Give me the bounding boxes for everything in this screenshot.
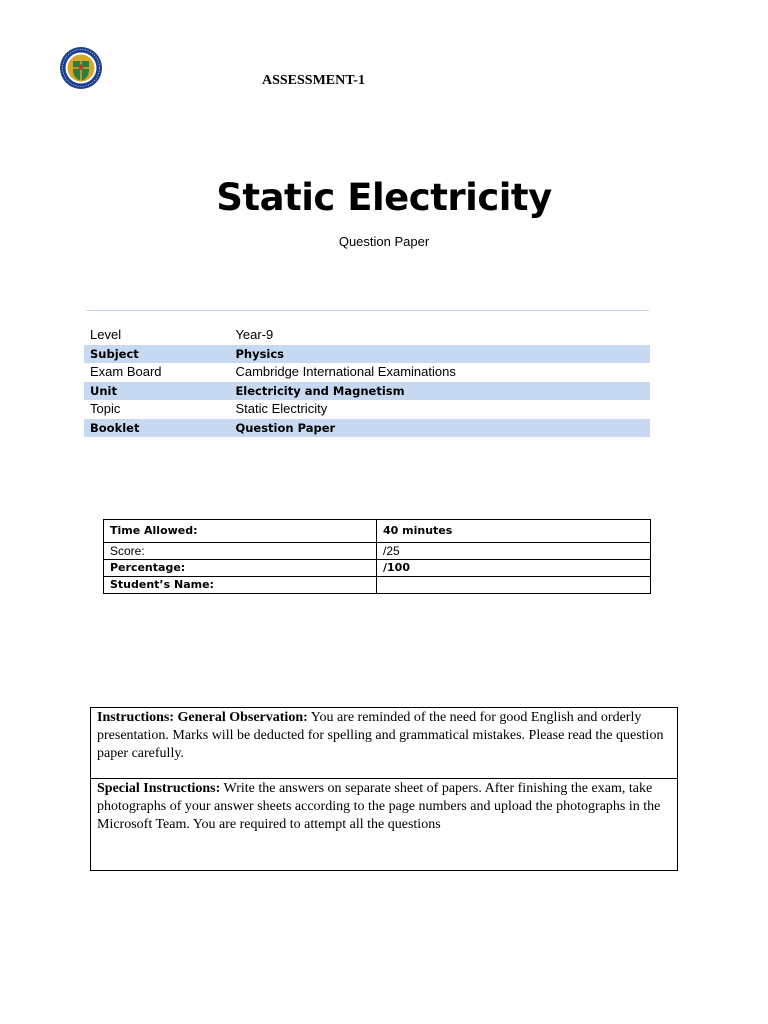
details-row-level bbox=[84, 326, 650, 345]
general-instructions-heading: Instructions: General Observation: bbox=[97, 710, 308, 725]
details-row-subject bbox=[84, 345, 650, 364]
score-row-student-name bbox=[104, 577, 651, 594]
details-value: Electricity and Magnetism bbox=[227, 382, 650, 401]
assessment-label: ASSESSMENT-1 bbox=[262, 73, 365, 88]
details-label: Exam Board bbox=[90, 364, 162, 379]
score-label: Time Allowed: bbox=[104, 520, 377, 543]
details-row-topic bbox=[84, 400, 650, 419]
student-name-field[interactable] bbox=[377, 577, 651, 594]
school-crest-icon bbox=[59, 46, 103, 90]
details-value: Cambridge International Examinations bbox=[235, 364, 456, 379]
details-row-unit bbox=[84, 382, 650, 401]
details-value: Static Electricity bbox=[235, 401, 328, 416]
special-instructions-text: Write the answers on separate sheet of papers. After finishing the exam, take photographs of your answer sheets according to the page numbers and upload the photographs in the Microsoft Team. You are required to attempt all the questions bbox=[97, 781, 661, 832]
score-table bbox=[103, 519, 651, 594]
score-value: 40 minutes bbox=[377, 520, 651, 543]
special-instructions bbox=[91, 779, 677, 834]
details-value: Physics bbox=[227, 345, 650, 364]
score-value: /100 bbox=[377, 560, 651, 577]
details-label: Unit bbox=[84, 382, 227, 401]
details-value: Year-9 bbox=[235, 327, 274, 342]
page-title: Static Electricity bbox=[216, 176, 552, 219]
page-subtitle: Question Paper bbox=[338, 234, 430, 249]
details-table bbox=[84, 326, 650, 437]
general-instructions bbox=[91, 708, 677, 779]
general-instructions-text: You are reminded of the need for good English and orderly presentation. Marks will be deducted for spelling and grammatical mistakes. Please read the question paper carefully. bbox=[97, 710, 664, 761]
score-row-time bbox=[104, 520, 651, 543]
score-label: Score: bbox=[104, 543, 377, 560]
details-label: Booklet bbox=[84, 419, 227, 438]
score-row-percentage bbox=[104, 560, 651, 577]
details-label: Topic bbox=[90, 401, 121, 416]
details-label: Level bbox=[90, 327, 122, 342]
score-value: /25 bbox=[377, 543, 651, 560]
details-label: Subject bbox=[84, 345, 227, 364]
score-label: Student’s Name: bbox=[104, 577, 377, 594]
score-label: Percentage: bbox=[104, 560, 377, 577]
details-row-exam-board bbox=[84, 363, 650, 382]
divider bbox=[86, 310, 649, 311]
instructions-box bbox=[90, 707, 678, 871]
score-row-score bbox=[104, 543, 651, 560]
special-instructions-heading: Special Instructions: bbox=[97, 781, 221, 796]
details-row-booklet bbox=[84, 419, 650, 438]
details-value: Question Paper bbox=[227, 419, 650, 438]
